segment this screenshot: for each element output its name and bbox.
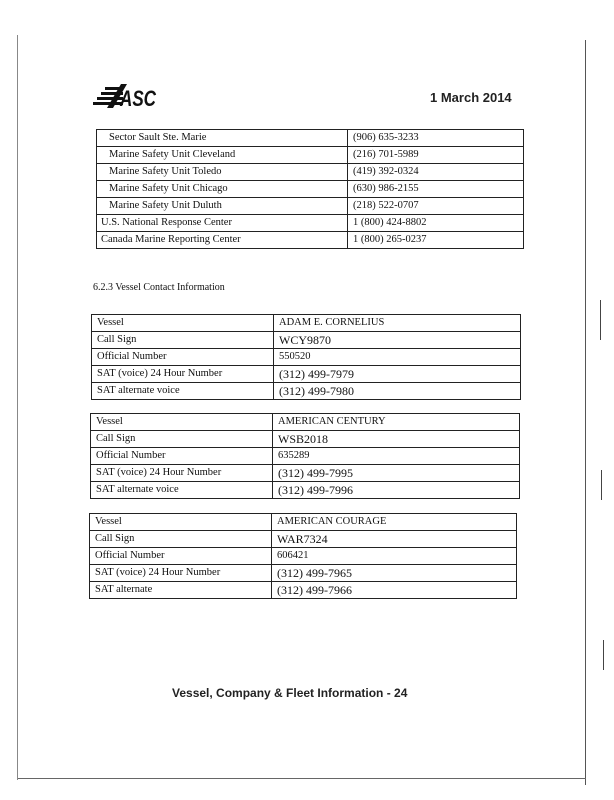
field-value: 606421 — [272, 548, 517, 565]
field-label: Vessel — [91, 414, 273, 431]
contact-name: Marine Safety Unit Toledo — [97, 164, 348, 181]
vessel-table-adam-e-cornelius — [91, 314, 521, 400]
field-value: WSB2018 — [273, 431, 520, 448]
table-row — [97, 130, 524, 147]
table-row — [91, 431, 520, 448]
field-label: SAT (voice) 24 Hour Number — [90, 565, 272, 582]
field-value: (312) 499-7965 — [272, 565, 517, 582]
field-label: Vessel — [92, 315, 274, 332]
table-row — [97, 232, 524, 249]
contact-phone: (906) 635-3233 — [348, 130, 524, 147]
table-row — [91, 465, 520, 482]
contact-phone: 1 (800) 265-0237 — [348, 232, 524, 249]
table-row — [92, 366, 521, 383]
field-value: WCY9870 — [274, 332, 521, 349]
document-date: 1 March 2014 — [430, 90, 512, 105]
table-row — [92, 383, 521, 400]
table-row — [91, 482, 520, 499]
field-value: ADAM E. CORNELIUS — [274, 315, 521, 332]
table-row — [92, 349, 521, 366]
company-logo — [93, 82, 157, 112]
contact-phone: 1 (800) 424-8802 — [348, 215, 524, 232]
table-row — [92, 332, 521, 349]
field-label: Official Number — [90, 548, 272, 565]
table-row — [97, 147, 524, 164]
field-label: Official Number — [92, 349, 274, 366]
field-label: Call Sign — [90, 531, 272, 548]
field-value: WAR7324 — [272, 531, 517, 548]
field-label: SAT (voice) 24 Hour Number — [91, 465, 273, 482]
field-label: Official Number — [91, 448, 273, 465]
page-edge-right — [585, 40, 586, 785]
field-label: SAT alternate voice — [92, 383, 274, 400]
table-row — [97, 164, 524, 181]
logo-text: ASC — [119, 86, 157, 111]
scan-mark — [600, 300, 601, 340]
section-title: 6.2.3 Vessel Contact Information — [93, 282, 225, 293]
contact-phone: (419) 392-0324 — [348, 164, 524, 181]
contact-name: Marine Safety Unit Chicago — [97, 181, 348, 198]
table-row — [91, 448, 520, 465]
field-value: AMERICAN CENTURY — [273, 414, 520, 431]
scan-mark — [603, 640, 604, 670]
field-label: Vessel — [90, 514, 272, 531]
contact-phone: (630) 986-2155 — [348, 181, 524, 198]
field-value: 635289 — [273, 448, 520, 465]
field-value: (312) 499-7995 — [273, 465, 520, 482]
page-edge-left — [17, 35, 18, 780]
contact-name: Marine Safety Unit Cleveland — [97, 147, 348, 164]
field-value: (312) 499-7996 — [273, 482, 520, 499]
contact-name: Sector Sault Ste. Marie — [97, 130, 348, 147]
table-row — [90, 565, 517, 582]
table-row — [97, 198, 524, 215]
field-label: SAT alternate — [90, 582, 272, 599]
table-row — [92, 315, 521, 332]
table-row — [91, 414, 520, 431]
field-value: AMERICAN COURAGE — [272, 514, 517, 531]
field-value: 550520 — [274, 349, 521, 366]
scan-mark — [601, 470, 602, 500]
field-value: (312) 499-7966 — [272, 582, 517, 599]
table-row — [90, 514, 517, 531]
table-row — [90, 582, 517, 599]
page-footer: Vessel, Company & Fleet Information - 24 — [172, 686, 408, 700]
contact-phone: (216) 701-5989 — [348, 147, 524, 164]
coast-guard-contacts-table — [96, 129, 524, 249]
table-row — [90, 548, 517, 565]
contact-phone: (218) 522-0707 — [348, 198, 524, 215]
vessel-table-american-century — [90, 413, 520, 499]
field-label: SAT alternate voice — [91, 482, 273, 499]
vessel-table-american-courage — [89, 513, 517, 599]
field-label: SAT (voice) 24 Hour Number — [92, 366, 274, 383]
contact-name: U.S. National Response Center — [97, 215, 348, 232]
field-label: Call Sign — [92, 332, 274, 349]
table-row — [90, 531, 517, 548]
table-row — [97, 215, 524, 232]
table-row — [97, 181, 524, 198]
contact-name: Canada Marine Reporting Center — [97, 232, 348, 249]
contact-name: Marine Safety Unit Duluth — [97, 198, 348, 215]
field-label: Call Sign — [91, 431, 273, 448]
field-value: (312) 499-7979 — [274, 366, 521, 383]
page-edge-bottom — [18, 778, 586, 779]
field-value: (312) 499-7980 — [274, 383, 521, 400]
